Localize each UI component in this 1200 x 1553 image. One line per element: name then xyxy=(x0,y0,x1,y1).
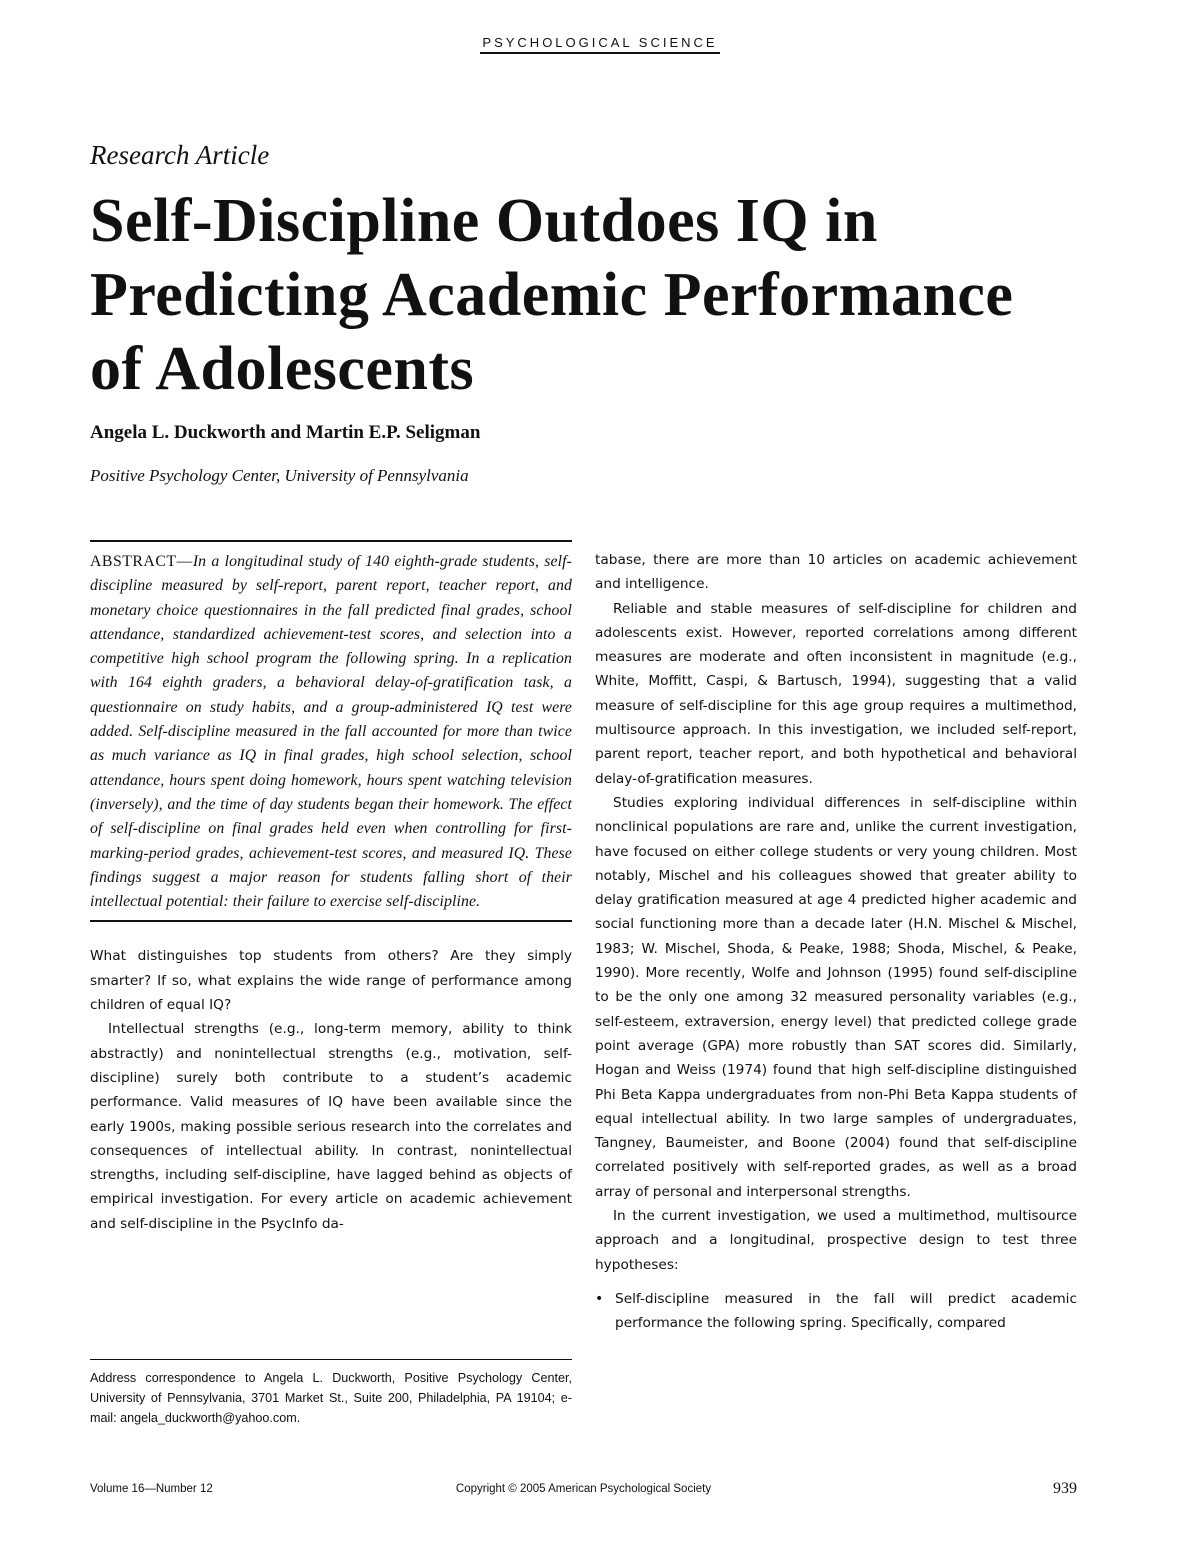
page-number: 939 xyxy=(1053,1480,1077,1497)
copyright: Copyright © 2005 American Psychological Society xyxy=(455,1483,712,1495)
paragraph: Intellectual strengths (e.g., long-term memory, ability to think abstractly) and nonintellectual strengths (e.g., motivation, self-discipline) surely both contribute to a student’s academic performance. Valid measures of IQ have been available since the early 1900s, making possible serious research into the correlates and consequences of intellectual ability. In contrast, nonintellectual strengths, including self-discipline, have lagged behind as objects of empirical investigation. For every article on academic achievement and self-discipline in the PsycInfo da- xyxy=(90,1021,572,1232)
abstract xyxy=(90,542,572,920)
bullet-icon: • xyxy=(595,1290,604,1307)
abstract-text: In a longitudinal study of 140 eighth-grade students, self-discipline measured by self-report, parent report, teacher report, and monetary choice questionnaires in the fall predicted final grades, school attendance, standardized achievement-test scores, and selection into a competitive high school program the following spring. In a replication with 164 eighth graders, a behavioral delay-of-gratification task, a questionnaire on study habits, and a group-administered IQ test were added. Self-discipline measured in the fall accounted for more than twice as much variance as IQ in final grades, high school selection, school attendance, hours spent doing homework, hours spent watching television (inversely), and the time of day students began their homework. The effect of self-discipline on final grades held even when controlling for first-marking-period grades, achievement-test scores, and measured IQ. These findings suggest a major reason for students falling short of their intellectual potential: their failure to exercise self-discipline. xyxy=(90,553,572,911)
journal-name: PSYCHOLOGICAL SCIENCE xyxy=(480,35,719,54)
abstract-label: ABSTRACT— xyxy=(90,553,193,570)
authors: Angela L. Duckworth and Martin E.P. Seligman xyxy=(90,422,481,443)
bullet-text: Self-discipline measured in the fall will predict academic performance the following spring. Specifically, compared xyxy=(615,1290,1077,1332)
article-type: Research Article xyxy=(90,140,270,170)
hypothesis-list-item xyxy=(595,1287,1077,1336)
journal-header xyxy=(0,34,1200,54)
article-title: Self-Discipline Outdoes IQ in Predicting Academic Performance of Adolescents xyxy=(90,187,1014,403)
correspondence-footnote: Address correspondence to Angela L. Duckworth, Positive Psychology Center, University of Pennsylvania, 3701 Market St., Suite 200, Philadelphia, PA 19104; e-mail: angela_duckworth@yahoo.com. xyxy=(90,1359,572,1428)
affiliation: Positive Psychology Center, University of Pennsylvania xyxy=(90,466,469,485)
paragraph: Reliable and stable measures of self-discipline for children and adolescents exist. However, reported correlations among different measures are moderate and often inconsistent in magnitude (e.g., White, Moffitt, Caspi, & Bartusch, 1994), suggesting that a valid measure of self-discipline for this age group requires a multimethod, multisource approach. In this investigation, we included self-report, parent report, teacher report, and both hypothetical and behavioral delay-of-gratification measures. xyxy=(595,600,1077,787)
paragraph: What distinguishes top students from others? Are they simply smarter? If so, what explains the wide range of performance among children of equal IQ? xyxy=(90,948,572,1014)
paragraph: Studies exploring individual differences in self-discipline within nonclinical populations are rare and, unlike the current investigation, have focused on either college students or very young children. Most notably, Mischel and his colleagues showed that greater ability to delay gratification measured at age 4 predicted higher academic and social functioning more than a decade later (H.N. Mischel & Mischel, 1983; W. Mischel, Shoda, & Peake, 1988; Shoda, Mischel, & Peake, 1990). More recently, Wolfe and Johnson (1995) found self-discipline to be the only one among 32 measured personality variables (e.g., self-esteem, extraversion, energy level) that predicted college grade point average (GPA) more robustly than SAT scores did. Similarly, Hogan and Weiss (1974) found that high self-discipline distinguished Phi Beta Kappa undergraduates from non-Phi Beta Kappa students of equal intellectual ability. In two large samples of undergraduates, Tangney, Baumeister, and Boone (2004) found that self-discipline correlated positively with self-reported grades, as well as a broad array of personal and interpersonal strengths. xyxy=(595,794,1077,1200)
paragraph: tabase, there are more than 10 articles on academic achievement and intelligence. xyxy=(595,552,1077,593)
left-body xyxy=(90,944,572,1236)
volume-info: Volume 16—Number 12 xyxy=(90,1483,213,1495)
paragraph: In the current investigation, we used a multimethod, multisource approach and a longitudinal, prospective design to test three hypotheses: xyxy=(595,1208,1077,1273)
right-column xyxy=(595,548,1077,1336)
left-column xyxy=(90,540,572,1236)
page-footer xyxy=(90,1480,1077,1502)
